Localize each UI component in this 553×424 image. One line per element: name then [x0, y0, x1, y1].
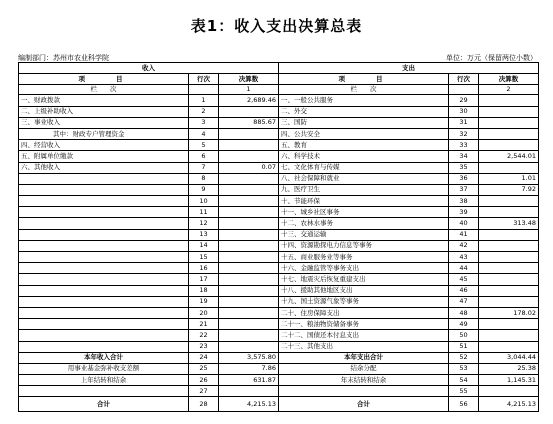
income-rowno-cell: 7: [189, 162, 219, 173]
income-rowno-cell: 12: [189, 218, 219, 229]
income-item-cell: [19, 252, 189, 263]
income-total-label: [19, 386, 189, 397]
expense-rowno-cell: 48: [449, 307, 479, 318]
expense-total-label: [279, 386, 449, 397]
income-amount-cell: [219, 151, 279, 162]
expense-total-amount: 3,044.44: [479, 352, 539, 363]
total-row: [19, 363, 539, 374]
income-amount-cell: [219, 196, 279, 207]
table-row: [19, 274, 539, 285]
income-amount-cell: [219, 229, 279, 240]
expense-amount-cell: [479, 106, 539, 117]
table-row: [19, 285, 539, 296]
income-amount-cell: [219, 173, 279, 184]
expense-amount-cell: [479, 252, 539, 263]
table-row: [19, 341, 539, 352]
expense-item-cell: 二十三、其他支出: [279, 341, 449, 352]
table-body: [19, 95, 539, 412]
expense-total-amount: 1,145.31: [479, 375, 539, 386]
income-item-cell: [19, 240, 189, 251]
income-amount-cell: [219, 207, 279, 218]
income-amount-cell: [219, 263, 279, 274]
expense-item-cell: 十五、商业服务业等事务: [279, 252, 449, 263]
expense-col-number: 2: [479, 85, 539, 95]
income-item-cell: [19, 274, 189, 285]
income-rowno-cell: 15: [189, 252, 219, 263]
table-row: [19, 252, 539, 263]
expense-amount-cell: [479, 95, 539, 106]
income-rowno-cell: 21: [189, 319, 219, 330]
expense-item-cell: 十二、农林水事务: [279, 218, 449, 229]
income-rowno-cell: 9: [189, 184, 219, 195]
table-row: [19, 263, 539, 274]
expense-rowno-header: 行次: [449, 74, 479, 85]
expense-amount-cell: [479, 285, 539, 296]
income-item-cell: 三、事业收入: [19, 117, 189, 128]
expense-amount-cell: [479, 341, 539, 352]
income-amount-cell: [219, 319, 279, 330]
income-amount-cell: [219, 128, 279, 139]
expense-item-cell: 二十、住房保障支出: [279, 307, 449, 318]
expense-item-cell: 二十一、粮油物资储备事务: [279, 319, 449, 330]
income-rowno-cell: 1: [189, 95, 219, 106]
income-rowno-cell: 14: [189, 240, 219, 251]
income-amount-cell: [219, 307, 279, 318]
income-rowno-cell: 5: [189, 140, 219, 151]
income-item-cell: [19, 196, 189, 207]
income-amount-cell: [219, 106, 279, 117]
income-total-label: 用事业基金弥补收支差额: [19, 363, 189, 374]
expense-rowno-cell: 32: [449, 128, 479, 139]
income-item-cell: [19, 307, 189, 318]
page-title: 表1：收入支出决算总表: [190, 17, 363, 35]
expense-rowno-cell: 51: [449, 341, 479, 352]
expense-item-cell: 十七、地震灾后恢复重建支出: [279, 274, 449, 285]
income-amount-cell: 0.07: [219, 162, 279, 173]
table-row: [19, 184, 539, 195]
expense-rowno-cell: 41: [449, 229, 479, 240]
income-rowno-cell: 4: [189, 128, 219, 139]
expense-item-cell: 十九、国土资源气象等事务: [279, 296, 449, 307]
table-row: [19, 128, 539, 139]
table-row: [19, 229, 539, 240]
expense-amount-cell: 7.92: [479, 184, 539, 195]
expense-total-amount: 25.38: [479, 363, 539, 374]
income-rowno-cell: 16: [189, 263, 219, 274]
income-amount-cell: [219, 341, 279, 352]
income-rowno-cell: 20: [189, 307, 219, 318]
income-total-label: 合计: [19, 397, 189, 412]
income-amount-cell: [219, 252, 279, 263]
expense-item-cell: 一、一般公共服务: [279, 95, 449, 106]
income-item-cell: [19, 218, 189, 229]
total-row: [19, 386, 539, 397]
expense-rowno-cell: 39: [449, 207, 479, 218]
table-row: [19, 140, 539, 151]
expense-amount-cell: 2,544.01: [479, 151, 539, 162]
expense-item-cell: 二十二、国债还本付息支出: [279, 330, 449, 341]
expense-rowno-cell: 52: [449, 352, 479, 363]
expense-item-cell: 六、科学技术: [279, 151, 449, 162]
expense-total-label: 年末结转和结余: [279, 375, 449, 386]
income-item-cell: [19, 207, 189, 218]
expense-section-header: 支出: [279, 63, 539, 74]
org-label: 编制部门：苏州市农业科学院: [18, 54, 109, 62]
expense-amount-cell: [479, 196, 539, 207]
income-amount-cell: [219, 330, 279, 341]
expense-item-cell: 九、医疗卫生: [279, 184, 449, 195]
income-total-amount: 7.86: [219, 363, 279, 374]
expense-rowno-cell: 29: [449, 95, 479, 106]
total-row: [19, 352, 539, 363]
income-total-amount: [219, 386, 279, 397]
expense-rowno-cell: 44: [449, 263, 479, 274]
expense-rowno-cell: 40: [449, 218, 479, 229]
expense-item-cell: 七、文化体育与传媒: [279, 162, 449, 173]
expense-item-cell: 十六、金融监管等事务支出: [279, 263, 449, 274]
expense-rowno-cell: 47: [449, 296, 479, 307]
total-row: [19, 397, 539, 412]
income-rowno-cell: 2: [189, 106, 219, 117]
expense-col-label: 栏 次: [279, 85, 449, 95]
expense-amount-cell: [479, 263, 539, 274]
income-rowno-header: 行次: [189, 74, 219, 85]
expense-item-cell: 十四、资源勘探电力信息等事务: [279, 240, 449, 251]
income-rowno-cell: 19: [189, 296, 219, 307]
expense-item-cell: 三、国防: [279, 117, 449, 128]
income-rowno-cell: 24: [189, 352, 219, 363]
income-section-header: 收入: [19, 63, 279, 74]
expense-rowno-cell: 49: [449, 319, 479, 330]
expense-rowno-cell: 30: [449, 106, 479, 117]
income-rowno-cell: 10: [189, 196, 219, 207]
income-rowno-cell: 6: [189, 151, 219, 162]
income-item-cell: [19, 263, 189, 274]
expense-rowno-cell: 34: [449, 151, 479, 162]
table-row: [19, 330, 539, 341]
income-item-cell: [19, 341, 189, 352]
income-rowno-cell: 8: [189, 173, 219, 184]
expense-amount-cell: [479, 207, 539, 218]
income-rowno-cell: 23: [189, 341, 219, 352]
income-item-cell: [19, 184, 189, 195]
expense-rowno-cell: 35: [449, 162, 479, 173]
income-amount-cell: [219, 285, 279, 296]
summary-table: [18, 62, 539, 412]
expense-amount-cell: [479, 330, 539, 341]
expense-amount-cell: [479, 240, 539, 251]
income-item-header: 项 目: [19, 74, 189, 85]
income-item-cell: [19, 173, 189, 184]
table-row: [19, 296, 539, 307]
expense-rowno-cell: 42: [449, 240, 479, 251]
income-rowno-cell: 11: [189, 207, 219, 218]
income-item-cell: 五、附属单位缴款: [19, 151, 189, 162]
expense-amount-cell: [479, 128, 539, 139]
income-amount-cell: 2,689.46: [219, 95, 279, 106]
unit-label: 单位：万元（保留两位小数）: [446, 54, 537, 62]
expense-amount-cell: [479, 162, 539, 173]
expense-rowno-cell: 50: [449, 330, 479, 341]
income-rowno-cell: 13: [189, 229, 219, 240]
income-total-amount: 4,215.13: [219, 397, 279, 412]
income-item-cell: 其中：财政专户管理资金: [19, 128, 189, 139]
income-item-cell: [19, 285, 189, 296]
income-rowno-cell: 18: [189, 285, 219, 296]
table-row: [19, 196, 539, 207]
table-row: [19, 240, 539, 251]
income-col-number: 1: [219, 85, 279, 95]
income-total-amount: 631.87: [219, 375, 279, 386]
income-total-label: 本年收入合计: [19, 352, 189, 363]
table-row: [19, 173, 539, 184]
expense-amount-cell: [479, 319, 539, 330]
expense-amount-cell: 1.01: [479, 173, 539, 184]
expense-total-label: 本年支出合计: [279, 352, 449, 363]
income-amount-cell: 885.67: [219, 117, 279, 128]
income-amount-cell: [219, 140, 279, 151]
income-item-cell: 四、经营收入: [19, 140, 189, 151]
expense-item-cell: 四、公共安全: [279, 128, 449, 139]
expense-amount-cell: [479, 117, 539, 128]
income-rowno-cell: 25: [189, 363, 219, 374]
expense-item-cell: 二、外交: [279, 106, 449, 117]
total-row: [19, 375, 539, 386]
income-total-amount: 3,575.80: [219, 352, 279, 363]
income-item-cell: [19, 296, 189, 307]
expense-item-cell: 八、社会保障和就业: [279, 173, 449, 184]
expense-item-header: 项 目: [279, 74, 449, 85]
table-row: [19, 307, 539, 318]
expense-rowno-cell: 55: [449, 386, 479, 397]
table-row: [19, 319, 539, 330]
income-item-cell: [19, 319, 189, 330]
expense-total-label: 结余分配: [279, 363, 449, 374]
income-item-cell: [19, 229, 189, 240]
income-amount-cell: [219, 184, 279, 195]
table-row: [19, 207, 539, 218]
expense-item-cell: 五、教育: [279, 140, 449, 151]
income-item-cell: [19, 330, 189, 341]
expense-total-label: 合计: [279, 397, 449, 412]
expense-total-amount: [479, 386, 539, 397]
expense-rowno-cell: 33: [449, 140, 479, 151]
income-amount-cell: [219, 240, 279, 251]
expense-amount-cell: [479, 296, 539, 307]
table-row: [19, 162, 539, 173]
expense-item-cell: 十一、城乡社区事务: [279, 207, 449, 218]
expense-amount-cell: [479, 140, 539, 151]
expense-amount-header: 决算数: [479, 74, 539, 85]
expense-item-cell: 十、节能环保: [279, 196, 449, 207]
income-amount-cell: [219, 296, 279, 307]
table-row: [19, 218, 539, 229]
expense-amount-cell: 313.48: [479, 218, 539, 229]
expense-rowno-cell: 53: [449, 363, 479, 374]
income-amount-cell: [219, 274, 279, 285]
expense-rowno-cell: 36: [449, 173, 479, 184]
income-amount-cell: [219, 218, 279, 229]
expense-rowno-cell: 56: [449, 397, 479, 412]
expense-amount-cell: [479, 229, 539, 240]
expense-item-cell: 十三、交通运输: [279, 229, 449, 240]
income-total-label: 上年结转和结余: [19, 375, 189, 386]
expense-rowno-cell: 45: [449, 274, 479, 285]
income-item-cell: 二、上级补助收入: [19, 106, 189, 117]
expense-amount-cell: [479, 274, 539, 285]
income-col-label: 栏 次: [19, 85, 189, 95]
income-rowno-cell: 26: [189, 375, 219, 386]
expense-rowno-cell: 37: [449, 184, 479, 195]
income-rowno-cell: 22: [189, 330, 219, 341]
income-rowno-cell: 17: [189, 274, 219, 285]
expense-total-amount: 4,215.13: [479, 397, 539, 412]
expense-amount-cell: 178.02: [479, 307, 539, 318]
table-row: [19, 151, 539, 162]
table-row: [19, 95, 539, 106]
expense-rowno-cell: 46: [449, 285, 479, 296]
expense-rowno-cell: 38: [449, 196, 479, 207]
income-amount-header: 决算数: [219, 74, 279, 85]
expense-rowno-cell: 43: [449, 252, 479, 263]
income-rowno-cell: 28: [189, 397, 219, 412]
income-item-cell: 一、财政拨款: [19, 95, 189, 106]
income-rowno-cell: 27: [189, 386, 219, 397]
table-row: [19, 106, 539, 117]
table-row: [19, 117, 539, 128]
expense-rowno-cell: 54: [449, 375, 479, 386]
expense-rowno-cell: 31: [449, 117, 479, 128]
income-item-cell: 六、其他收入: [19, 162, 189, 173]
income-rowno-cell: 3: [189, 117, 219, 128]
expense-item-cell: 十八、援助其他地区支出: [279, 285, 449, 296]
